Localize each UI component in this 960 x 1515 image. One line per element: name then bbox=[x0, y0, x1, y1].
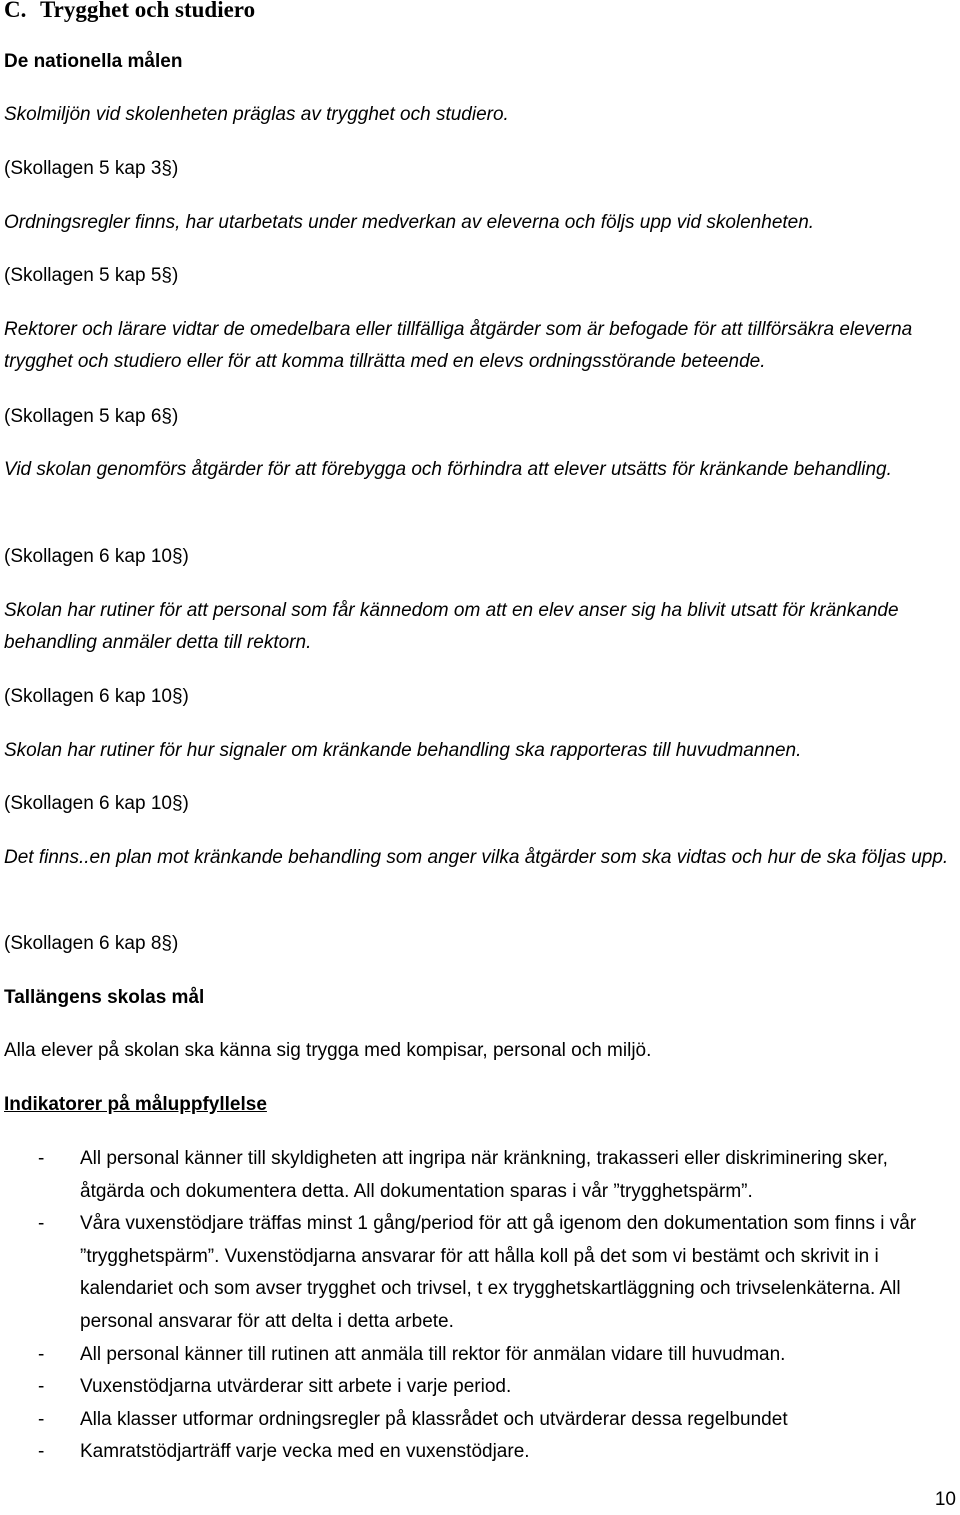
section-title: Trygghet och studiero bbox=[40, 0, 256, 22]
section-letter: C. bbox=[4, 0, 27, 22]
school-goals-heading: Tallängens skolas mål bbox=[4, 987, 205, 1008]
indicator-text: All personal känner till rutinen att anmäla till rektor för anmälan vidare till huvudman. bbox=[80, 1343, 786, 1365]
indicator-text: Våra vuxenstödjare träffas minst 1 gång/period för att gå igenom den dokumentation som finns i vår ”trygghetspärm”. Vuxenstödjarna ansvarar för att hålla koll på det som vi bestämt och skrivit in i kalendariet och som avser trygghet och trivsel, t ex trygghetskartläggning och trivselenkäterna. All personal ansvarar för att delta i detta arbete. bbox=[80, 1213, 917, 1332]
goal-statement: Ordningsregler finns, har utarbetats under medverkan av eleverna och följs upp vid skolenheten. bbox=[4, 212, 815, 233]
law-reference: (Skollagen 6 kap 8§) bbox=[4, 933, 179, 954]
indicator-item bbox=[0, 1371, 950, 1404]
goal-statement: Vid skolan genomförs åtgärder för att förebygga och förhindra att elever utsätts för kränkande behandling. bbox=[4, 459, 892, 480]
law-reference: (Skollagen 6 kap 10§) bbox=[4, 686, 189, 707]
page-number: 10 bbox=[934, 1489, 956, 1510]
indicator-list bbox=[0, 1143, 960, 1469]
law-reference: (Skollagen 6 kap 10§) bbox=[4, 793, 189, 814]
bullet-dash: - bbox=[38, 1441, 45, 1463]
law-reference: (Skollagen 5 kap 3§) bbox=[4, 158, 179, 179]
indicator-item bbox=[0, 1208, 950, 1338]
goal-statement: Skolan har rutiner för hur signaler om kränkande behandling ska rapporteras till huvudmannen. bbox=[4, 740, 802, 761]
goal-statement: Skolan har rutiner för att personal som får kännedom om att en elev anser sig ha blivit utsatt för kränkande behandling anmäler detta till rektorn. bbox=[4, 600, 899, 653]
indicator-item bbox=[0, 1143, 950, 1208]
bullet-dash: - bbox=[38, 1408, 45, 1430]
school-goal-text: Alla elever på skolan ska känna sig trygga med kompisar, personal och miljö. bbox=[4, 1040, 652, 1061]
law-reference: (Skollagen 5 kap 5§) bbox=[4, 265, 179, 286]
goal-statement: Skolmiljön vid skolenheten präglas av trygghet och studiero. bbox=[4, 104, 509, 125]
goal-statement: Det finns..en plan mot kränkande behandling som anger vilka åtgärder som ska vidtas och hur de ska följas upp. bbox=[4, 847, 949, 868]
indicator-text: Vuxenstödjarna utvärderar sitt arbete i varje period. bbox=[80, 1376, 512, 1398]
indicator-text: Kamratstödjarträff varje vecka med en vuxenstödjare. bbox=[80, 1441, 530, 1463]
national-goals-heading: De nationella målen bbox=[4, 51, 183, 72]
indicator-item bbox=[0, 1436, 950, 1469]
bullet-dash: - bbox=[38, 1148, 45, 1169]
bullet-dash: - bbox=[38, 1213, 45, 1235]
indicator-item bbox=[0, 1339, 950, 1372]
law-reference: (Skollagen 5 kap 6§) bbox=[4, 406, 179, 427]
bullet-dash: - bbox=[38, 1376, 45, 1398]
indicators-heading: Indikatorer på måluppfyllelse bbox=[4, 1094, 267, 1115]
law-reference: (Skollagen 6 kap 10§) bbox=[4, 546, 189, 567]
indicator-item bbox=[0, 1404, 950, 1437]
bullet-dash: - bbox=[38, 1343, 45, 1365]
indicator-text: Alla klasser utformar ordningsregler på klassrådet och utvärderar dessa regelbundet bbox=[80, 1408, 788, 1430]
indicator-text: All personal känner till skyldigheten att ingripa när kränkning, trakasseri eller diskriminering sker, åtgärda och dokumentera detta. All dokumentation sparas i vår ”trygghetspärm”. bbox=[80, 1148, 888, 1202]
section-heading bbox=[4, 0, 255, 25]
goal-statement: Rektorer och lärare vidtar de omedelbara eller tillfälliga åtgärder som är befogade för att tillförsäkra eleverna trygghet och studiero eller för att komma tillrätta med en elevs ordningsstörande beteende. bbox=[4, 319, 913, 372]
